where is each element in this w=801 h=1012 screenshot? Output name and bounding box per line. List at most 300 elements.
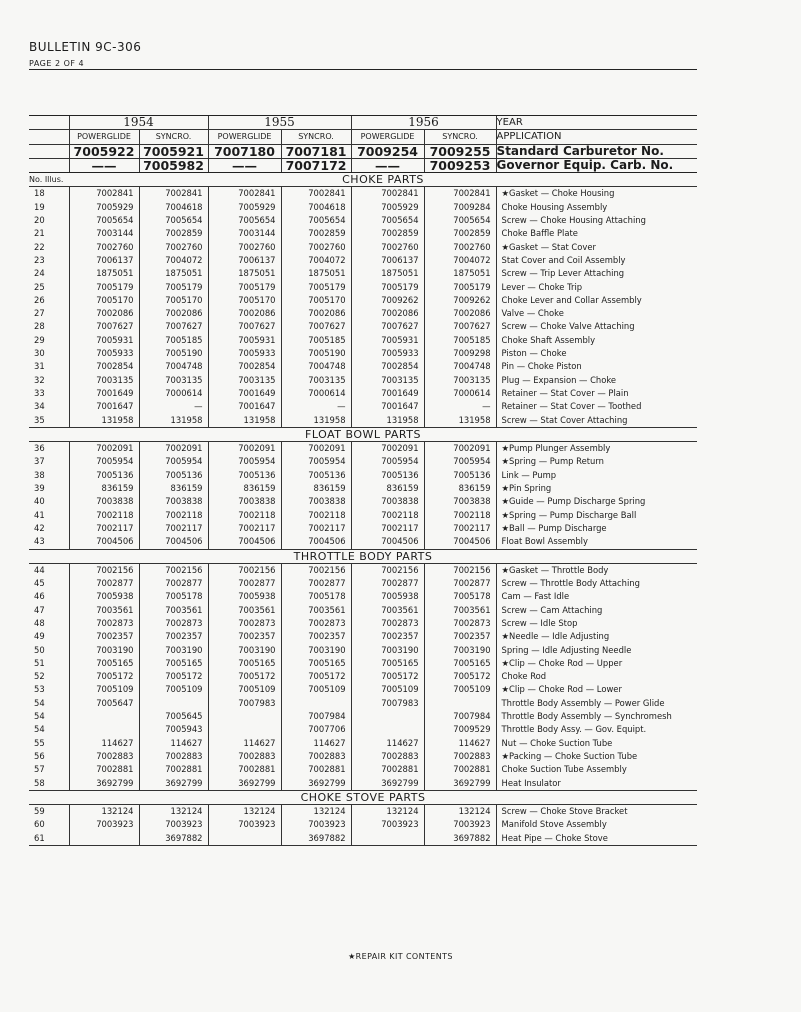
part-number: 7005190 bbox=[281, 347, 351, 360]
part-number: 7004748 bbox=[424, 360, 496, 373]
part-number: 7001649 bbox=[351, 387, 424, 400]
part-number: 7002859 bbox=[351, 227, 424, 240]
part-number: 836159 bbox=[69, 482, 139, 495]
part-number: 7005654 bbox=[139, 214, 208, 227]
part-description: Screw — Throttle Body Attaching bbox=[496, 577, 697, 590]
part-row bbox=[29, 495, 697, 508]
part-description: ★Gasket — Stat Cover bbox=[496, 241, 697, 254]
part-number: 7005938 bbox=[69, 590, 139, 603]
part-number: 7005179 bbox=[69, 281, 139, 294]
part-number: 7005654 bbox=[424, 214, 496, 227]
part-number: 7005109 bbox=[139, 683, 208, 696]
part-description: ★Spring — Pump Discharge Ball bbox=[496, 509, 697, 522]
part-number: 7005172 bbox=[281, 670, 351, 683]
part-number bbox=[69, 832, 139, 846]
part-number: 7007984 bbox=[424, 710, 496, 723]
part-number: 7002118 bbox=[139, 509, 208, 522]
carburetor-number: —— bbox=[208, 158, 281, 172]
part-number: 7005109 bbox=[69, 683, 139, 696]
part-number: 1875051 bbox=[208, 267, 281, 280]
no-illus-label: No. Illus. bbox=[29, 175, 64, 185]
part-number: 132124 bbox=[281, 805, 351, 819]
part-number: 3692799 bbox=[281, 777, 351, 791]
part-description: Lever — Choke Trip bbox=[496, 281, 697, 294]
part-number: 7003135 bbox=[208, 374, 281, 387]
part-number: 7002091 bbox=[281, 442, 351, 456]
part-number: 3692799 bbox=[208, 777, 281, 791]
part-number: 3692799 bbox=[424, 777, 496, 791]
part-number: 7002156 bbox=[69, 563, 139, 577]
page-indicator: PAGE 2 OF 4 bbox=[29, 59, 85, 68]
part-number: 7007706 bbox=[281, 723, 351, 736]
illus-number: 54 bbox=[34, 724, 45, 735]
transmission-header: POWERGLIDE bbox=[208, 130, 281, 144]
part-number: 7007983 bbox=[351, 697, 424, 710]
part-number: 131958 bbox=[139, 414, 208, 428]
part-number: 7005179 bbox=[281, 281, 351, 294]
parts-table bbox=[29, 115, 697, 846]
part-number: 3697882 bbox=[281, 832, 351, 846]
part-number: 7003561 bbox=[351, 604, 424, 617]
part-number: 7005136 bbox=[139, 469, 208, 482]
part-number: 1875051 bbox=[424, 267, 496, 280]
year-header-row bbox=[29, 116, 697, 130]
part-number: 7003923 bbox=[424, 818, 496, 831]
part-description: Screw — Stat Cover Attaching bbox=[496, 414, 697, 428]
illus-number: 47 bbox=[34, 604, 45, 615]
part-number: 7005136 bbox=[351, 469, 424, 482]
carburetor-number: 7007181 bbox=[281, 144, 351, 158]
part-number: 7005929 bbox=[69, 201, 139, 214]
part-number: 7004506 bbox=[69, 535, 139, 549]
part-number: 7002841 bbox=[351, 187, 424, 201]
part-number: 7005654 bbox=[351, 214, 424, 227]
part-number: 132124 bbox=[424, 805, 496, 819]
part-number: 7005647 bbox=[69, 697, 139, 710]
part-number: 7002156 bbox=[351, 563, 424, 577]
part-description: Throttle Body Assy. — Gov. Equipt. bbox=[496, 723, 697, 736]
part-number: 7002086 bbox=[281, 307, 351, 320]
carburetor-number: —— bbox=[351, 158, 424, 172]
part-number: 7005136 bbox=[424, 469, 496, 482]
carburetor-number: 7005982 bbox=[139, 158, 208, 172]
part-number: 7005943 bbox=[139, 723, 208, 736]
part-number: 7002357 bbox=[69, 630, 139, 643]
part-row bbox=[29, 777, 697, 791]
part-description: Valve — Choke bbox=[496, 307, 697, 320]
part-number: 7002873 bbox=[281, 617, 351, 630]
part-row bbox=[29, 307, 697, 320]
part-row bbox=[29, 805, 697, 819]
part-row bbox=[29, 281, 697, 294]
part-number: 7003923 bbox=[208, 818, 281, 831]
illus-number: 19 bbox=[34, 201, 45, 212]
part-row bbox=[29, 750, 697, 763]
part-number bbox=[351, 710, 424, 723]
part-row bbox=[29, 604, 697, 617]
part-number: 7005136 bbox=[69, 469, 139, 482]
section-title: CHOKE STOVE PARTS bbox=[29, 790, 697, 804]
part-row bbox=[29, 832, 697, 846]
part-number: 7003561 bbox=[281, 604, 351, 617]
part-number: 7007627 bbox=[69, 320, 139, 333]
part-row bbox=[29, 347, 697, 360]
part-number: 7005165 bbox=[139, 657, 208, 670]
part-number: 7003190 bbox=[351, 644, 424, 657]
part-number: 7007627 bbox=[281, 320, 351, 333]
part-number: 7005179 bbox=[139, 281, 208, 294]
part-number: 7005929 bbox=[208, 201, 281, 214]
part-description: ★Gasket — Choke Housing bbox=[496, 187, 697, 201]
part-number bbox=[208, 710, 281, 723]
part-number: 7002357 bbox=[351, 630, 424, 643]
part-row bbox=[29, 522, 697, 535]
part-number: 7005179 bbox=[208, 281, 281, 294]
part-number: 7000614 bbox=[424, 387, 496, 400]
part-description: Screw — Choke Housing Attaching bbox=[496, 214, 697, 227]
part-number: 7005178 bbox=[281, 590, 351, 603]
section-title: CHOKE PARTS bbox=[342, 173, 424, 187]
carburetor-label: Standard Carburetor No. bbox=[496, 144, 697, 158]
illus-number: 51 bbox=[34, 657, 45, 668]
part-number: 7002883 bbox=[139, 750, 208, 763]
part-number: 7002357 bbox=[281, 630, 351, 643]
part-number: 114627 bbox=[351, 737, 424, 750]
part-description: Plug — Expansion — Choke bbox=[496, 374, 697, 387]
section-header bbox=[29, 173, 697, 187]
part-number: 131958 bbox=[208, 414, 281, 428]
part-number: 7002091 bbox=[424, 442, 496, 456]
part-number: 7002841 bbox=[424, 187, 496, 201]
part-number: 7002881 bbox=[139, 763, 208, 776]
part-number: 7009262 bbox=[424, 294, 496, 307]
part-description: Spring — Idle Adjusting Needle bbox=[496, 644, 697, 657]
year-1956: 1956 bbox=[351, 116, 496, 130]
illus-number: 35 bbox=[29, 414, 69, 428]
part-number: 7003838 bbox=[208, 495, 281, 508]
part-number: — bbox=[281, 400, 351, 413]
illus-number: 45 bbox=[34, 578, 45, 589]
part-number: 7005954 bbox=[424, 455, 496, 468]
part-number: 7003144 bbox=[208, 227, 281, 240]
carburetor-number: 7009255 bbox=[424, 144, 496, 158]
part-number: 7003838 bbox=[281, 495, 351, 508]
part-description: Nut — Choke Suction Tube bbox=[496, 737, 697, 750]
part-number: 7004506 bbox=[281, 535, 351, 549]
part-number bbox=[69, 710, 139, 723]
part-number: 7002086 bbox=[139, 307, 208, 320]
part-number: 7002357 bbox=[208, 630, 281, 643]
corner-cell bbox=[29, 144, 69, 158]
part-number: 7002873 bbox=[139, 617, 208, 630]
part-number: 7005165 bbox=[281, 657, 351, 670]
part-description: ★Pin Spring bbox=[496, 482, 697, 495]
part-description: ★Pump Plunger Assembly bbox=[496, 442, 697, 456]
illus-number: 27 bbox=[34, 308, 45, 319]
part-number: 7002156 bbox=[139, 563, 208, 577]
part-row bbox=[29, 535, 697, 549]
part-row bbox=[29, 187, 697, 201]
part-number: 114627 bbox=[208, 737, 281, 750]
part-description: ★Ball — Pump Discharge bbox=[496, 522, 697, 535]
illus-number: 18 bbox=[29, 187, 69, 201]
part-number: 131958 bbox=[351, 414, 424, 428]
part-number: 131958 bbox=[281, 414, 351, 428]
illus-number: 24 bbox=[34, 268, 45, 279]
part-number: 7003838 bbox=[351, 495, 424, 508]
part-number: 7002841 bbox=[139, 187, 208, 201]
year-label: YEAR bbox=[496, 116, 697, 130]
part-number: 7002881 bbox=[424, 763, 496, 776]
part-number: 7004618 bbox=[139, 201, 208, 214]
illus-number: 20 bbox=[34, 215, 45, 226]
part-number: 131958 bbox=[69, 414, 139, 428]
part-number: 7003135 bbox=[281, 374, 351, 387]
part-number: 7002877 bbox=[69, 577, 139, 590]
part-number: 132124 bbox=[351, 805, 424, 819]
part-number: 7004072 bbox=[281, 254, 351, 267]
part-row bbox=[29, 442, 697, 456]
part-row bbox=[29, 414, 697, 428]
part-row bbox=[29, 509, 697, 522]
carburetor-number: 7009254 bbox=[351, 144, 424, 158]
part-number: 7002086 bbox=[69, 307, 139, 320]
carburetor-number: 7005922 bbox=[69, 144, 139, 158]
part-description: Throttle Body Assembly — Synchromesh bbox=[496, 710, 697, 723]
part-number: 7009284 bbox=[424, 201, 496, 214]
corner-cell bbox=[29, 116, 69, 130]
part-number bbox=[281, 697, 351, 710]
part-number: 7009529 bbox=[424, 723, 496, 736]
illus-number: 44 bbox=[29, 563, 69, 577]
part-number: 7005929 bbox=[351, 201, 424, 214]
part-row bbox=[29, 267, 697, 280]
part-number: 7005172 bbox=[424, 670, 496, 683]
carburetor-row bbox=[29, 144, 697, 158]
part-number: 7002883 bbox=[424, 750, 496, 763]
part-row bbox=[29, 763, 697, 776]
part-number: 7003923 bbox=[281, 818, 351, 831]
part-number: 7005190 bbox=[139, 347, 208, 360]
part-number: 7007984 bbox=[281, 710, 351, 723]
part-number: 7003561 bbox=[208, 604, 281, 617]
part-number bbox=[351, 832, 424, 846]
part-number: 1875051 bbox=[281, 267, 351, 280]
part-number: 7005172 bbox=[69, 670, 139, 683]
part-number: 7005178 bbox=[424, 590, 496, 603]
part-number: 7005645 bbox=[139, 710, 208, 723]
application-label: APPLICATION bbox=[496, 130, 697, 144]
year-1954: 1954 bbox=[69, 116, 208, 130]
part-number: 7007627 bbox=[208, 320, 281, 333]
part-number: 7002118 bbox=[69, 509, 139, 522]
part-number: 7005165 bbox=[208, 657, 281, 670]
transmission-header: SYNCRO. bbox=[139, 130, 208, 144]
part-number: 7002881 bbox=[281, 763, 351, 776]
part-description: Manifold Stove Assembly bbox=[496, 818, 697, 831]
part-description: Choke Lever and Collar Assembly bbox=[496, 294, 697, 307]
part-number: 7005954 bbox=[351, 455, 424, 468]
part-number: 7005933 bbox=[208, 347, 281, 360]
part-number: 7003561 bbox=[69, 604, 139, 617]
illus-number: 32 bbox=[34, 374, 45, 385]
part-row bbox=[29, 469, 697, 482]
part-number: 7003838 bbox=[139, 495, 208, 508]
part-row bbox=[29, 400, 697, 413]
part-row bbox=[29, 482, 697, 495]
part-number: 7003923 bbox=[69, 818, 139, 831]
part-number: 7002086 bbox=[208, 307, 281, 320]
part-number: 7002873 bbox=[208, 617, 281, 630]
illus-number: 53 bbox=[34, 684, 45, 695]
part-description: Choke Housing Assembly bbox=[496, 201, 697, 214]
bulletin-number: BULLETIN 9C-306 bbox=[29, 40, 142, 54]
part-number bbox=[351, 723, 424, 736]
carburetor-number: 7009253 bbox=[424, 158, 496, 172]
part-number: 7005938 bbox=[208, 590, 281, 603]
part-number: 7002091 bbox=[69, 442, 139, 456]
part-number: 836159 bbox=[281, 482, 351, 495]
illus-number: 21 bbox=[34, 228, 45, 239]
part-row bbox=[29, 241, 697, 254]
part-row bbox=[29, 710, 697, 723]
part-number: 7002118 bbox=[424, 509, 496, 522]
section-header bbox=[29, 790, 697, 804]
illus-number: 26 bbox=[34, 294, 45, 305]
part-description: Choke Rod bbox=[496, 670, 697, 683]
part-number: 3692799 bbox=[69, 777, 139, 791]
part-row bbox=[29, 563, 697, 577]
part-number: 7002841 bbox=[69, 187, 139, 201]
part-number: 7002859 bbox=[139, 227, 208, 240]
part-number: 7000614 bbox=[139, 387, 208, 400]
part-number: 7005165 bbox=[351, 657, 424, 670]
footnote: ★REPAIR KIT CONTENTS bbox=[348, 952, 453, 961]
illus-number: 54 bbox=[34, 697, 45, 708]
part-description: Pin — Choke Piston bbox=[496, 360, 697, 373]
part-description: Choke Suction Tube Assembly bbox=[496, 763, 697, 776]
illus-number: 40 bbox=[34, 496, 45, 507]
part-row bbox=[29, 630, 697, 643]
illus-number: 48 bbox=[34, 617, 45, 628]
transmission-header: POWERGLIDE bbox=[69, 130, 139, 144]
part-number: 7002357 bbox=[139, 630, 208, 643]
part-number: 7005165 bbox=[424, 657, 496, 670]
part-number: 7003190 bbox=[208, 644, 281, 657]
section-title: FLOAT BOWL PARTS bbox=[29, 427, 697, 441]
part-number: 7003135 bbox=[424, 374, 496, 387]
part-number: 7002760 bbox=[69, 241, 139, 254]
part-number: 7002086 bbox=[351, 307, 424, 320]
part-number: 7002877 bbox=[351, 577, 424, 590]
part-number: 7002117 bbox=[281, 522, 351, 535]
part-row bbox=[29, 334, 697, 347]
illus-number: 39 bbox=[34, 483, 45, 494]
part-number: 7002877 bbox=[281, 577, 351, 590]
part-number: 7005654 bbox=[69, 214, 139, 227]
part-number: 7005109 bbox=[351, 683, 424, 696]
part-number: 7005933 bbox=[69, 347, 139, 360]
part-row bbox=[29, 227, 697, 240]
part-description: Heat Insulator bbox=[496, 777, 697, 791]
part-number bbox=[208, 723, 281, 736]
illus-number: 33 bbox=[34, 387, 45, 398]
part-number: 7000614 bbox=[281, 387, 351, 400]
part-number: 7005954 bbox=[281, 455, 351, 468]
part-description: Screw — Cam Attaching bbox=[496, 604, 697, 617]
part-number: 7006137 bbox=[208, 254, 281, 267]
part-number: 7002156 bbox=[208, 563, 281, 577]
part-number: 7002117 bbox=[139, 522, 208, 535]
corner-cell bbox=[29, 130, 69, 144]
part-description: ★Needle — Idle Adjusting bbox=[496, 630, 697, 643]
part-number: 7005654 bbox=[281, 214, 351, 227]
illus-number: 55 bbox=[34, 737, 45, 748]
part-number: 7002091 bbox=[208, 442, 281, 456]
part-number: 7002156 bbox=[281, 563, 351, 577]
part-number: 7004506 bbox=[351, 535, 424, 549]
illus-number: 46 bbox=[34, 591, 45, 602]
part-number: 7005170 bbox=[208, 294, 281, 307]
part-number: 7002841 bbox=[281, 187, 351, 201]
part-number: 7002760 bbox=[351, 241, 424, 254]
part-description: Float Bowl Assembly bbox=[496, 535, 697, 549]
illus-number: 34 bbox=[34, 401, 45, 412]
part-number: 7005172 bbox=[208, 670, 281, 683]
part-number: 7002859 bbox=[281, 227, 351, 240]
part-row bbox=[29, 455, 697, 468]
part-number: 7003190 bbox=[424, 644, 496, 657]
part-description: Screw — Idle Stop bbox=[496, 617, 697, 630]
illus-number: 49 bbox=[34, 631, 45, 642]
part-description: ★Clip — Choke Rod — Lower bbox=[496, 683, 697, 696]
part-description: ★Clip — Choke Rod — Upper bbox=[496, 657, 697, 670]
part-row bbox=[29, 697, 697, 710]
part-description: Link — Pump bbox=[496, 469, 697, 482]
part-number: 7002883 bbox=[208, 750, 281, 763]
illus-number: 42 bbox=[34, 522, 45, 533]
part-number: — bbox=[139, 400, 208, 413]
part-number: 7001649 bbox=[69, 387, 139, 400]
part-number: 7002091 bbox=[139, 442, 208, 456]
part-number: 7002760 bbox=[139, 241, 208, 254]
part-number: 7005938 bbox=[351, 590, 424, 603]
section-header bbox=[29, 427, 697, 441]
part-number: 7009298 bbox=[424, 347, 496, 360]
part-number: 7002881 bbox=[208, 763, 281, 776]
part-number: 132124 bbox=[139, 805, 208, 819]
part-description: Screw — Choke Stove Bracket bbox=[496, 805, 697, 819]
part-number: 836159 bbox=[424, 482, 496, 495]
part-row bbox=[29, 214, 697, 227]
part-row bbox=[29, 590, 697, 603]
part-number: 7002883 bbox=[69, 750, 139, 763]
part-number: 7002877 bbox=[208, 577, 281, 590]
part-number: 7005172 bbox=[351, 670, 424, 683]
part-number: 132124 bbox=[69, 805, 139, 819]
part-number: 7002877 bbox=[139, 577, 208, 590]
part-number: 7002086 bbox=[424, 307, 496, 320]
part-number: 3692799 bbox=[139, 777, 208, 791]
part-number: 7003135 bbox=[351, 374, 424, 387]
part-number: 7003190 bbox=[281, 644, 351, 657]
part-number: 7002873 bbox=[351, 617, 424, 630]
carburetor-number: 7007180 bbox=[208, 144, 281, 158]
part-number: 7005185 bbox=[424, 334, 496, 347]
part-number: 7007627 bbox=[139, 320, 208, 333]
illus-number: 37 bbox=[34, 456, 45, 467]
part-description: Stat Cover and Coil Assembly bbox=[496, 254, 697, 267]
